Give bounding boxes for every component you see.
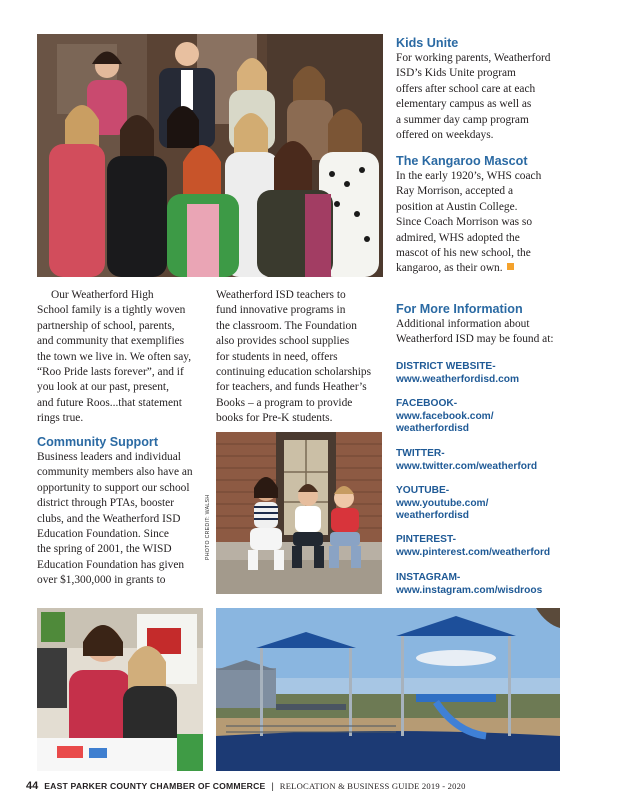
- photo-credit: PHOTO CREDIT: WALSH: [205, 494, 211, 560]
- kids-unite-section: [396, 35, 606, 143]
- kangaroo-section: [396, 153, 606, 277]
- footer-separator: |: [271, 781, 274, 791]
- footer-org: EAST PARKER COUNTY CHAMBER OF COMMERCE: [44, 781, 266, 791]
- kangaroo-text: In the early 1920’s, WHS coach Ray Morrison, accepted a position at Austin College. Since Coach Morrison was so admired, WHS adopted the mascot of his new school, the kangaroo, as their own.: [396, 170, 542, 275]
- youtube-link[interactable]: YOUTUBE- www.youtube.com/ weatherfordisd: [396, 485, 489, 522]
- classroom-students-photo: [37, 608, 203, 771]
- playground-photo: [216, 608, 560, 771]
- kids-unite-heading: Kids Unite: [396, 36, 459, 50]
- end-mark-icon: [507, 263, 514, 270]
- community-text: Business leaders and individual community members also have an opportunity to support our school district through PTAs, booster clubs, and the Weatherford ISD Education Foundation. Since the spring of 2001, the WISD Education Foundation has given over $1,300,000 in grants to: [37, 451, 193, 587]
- twitter-link[interactable]: TWITTER- www.twitter.com/weatherford: [396, 448, 538, 472]
- intro-section: [37, 288, 209, 427]
- more-info-text: Additional information about Weatherford ISD may be found at:: [396, 318, 554, 346]
- more-info-heading: For More Information: [396, 302, 523, 316]
- page-footer: [26, 780, 466, 792]
- pinterest-link[interactable]: PINTEREST- www.pinterest.com/weatherford: [396, 534, 551, 558]
- staff-group-photo: [37, 34, 383, 277]
- foundation-text: Weatherford ISD teachers to fund innovative programs in the classroom. The Foundation also provides school supplies for students in need, offers continuing education scholarships for teachers, and funds Heather’s Books – a program to provide books for Pre-K students.: [216, 289, 372, 425]
- kids-unite-text: For working parents, Weatherford ISD’s Kids Unite program offers after school care at each elementary campus as well as a summer day camp program offered on weekdays.: [396, 52, 551, 142]
- facebook-link[interactable]: FACEBOOK- www.facebook.com/ weatherfordisd: [396, 398, 494, 435]
- kangaroo-heading: The Kangaroo Mascot: [396, 154, 528, 168]
- more-info-section: [396, 301, 606, 348]
- foundation-section: [216, 288, 388, 427]
- page-number: 44: [26, 780, 39, 792]
- children-steps-photo: [216, 432, 382, 594]
- community-heading: Community Support: [37, 435, 159, 449]
- footer-guide-title: RELOCATION & BUSINESS GUIDE 2019 - 2020: [279, 781, 466, 791]
- intro-text: Our Weatherford High School family is a tightly woven partnership of school, parents, and community that exemplifies the town we live in. We often say, “Roo Pride lasts forever”, and if you look at our past, present, and future Roos...that statement rings true.: [37, 289, 192, 425]
- instagram-link[interactable]: INSTAGRAM- www.instagram.com/wisdroos: [396, 572, 543, 596]
- district-website-link[interactable]: DISTRICT WEBSITE- www.weatherfordisd.com: [396, 361, 520, 385]
- community-section: [37, 434, 209, 589]
